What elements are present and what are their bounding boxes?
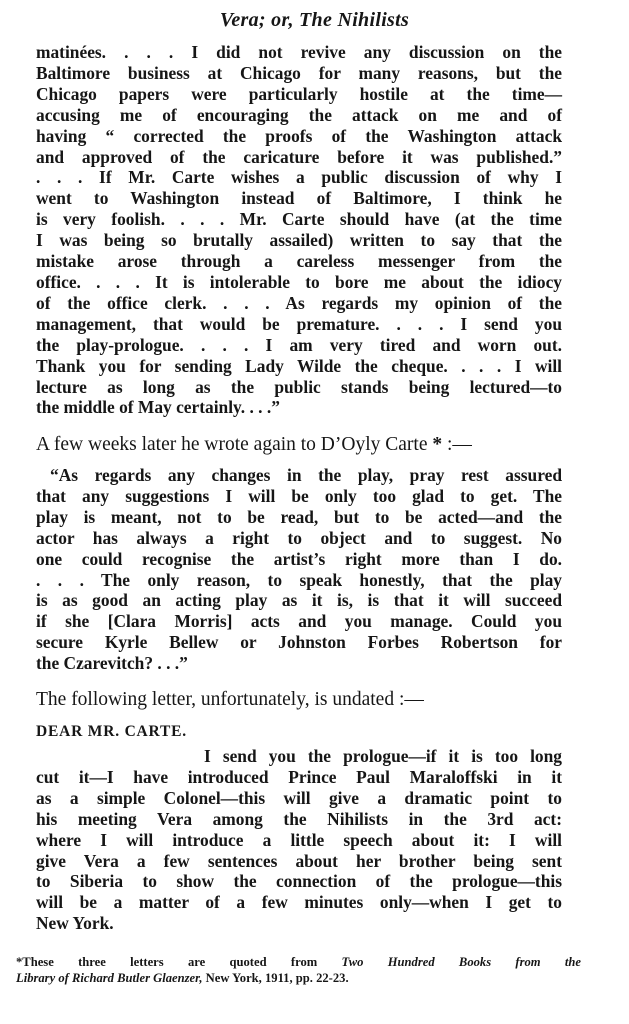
text-line: if she [Clara Morris] acts and you manage. Could you <box>36 611 562 632</box>
footnote-star: * <box>16 955 23 969</box>
text-line: is very foolish. . . . Mr. Carte should have (at the time <box>36 209 562 230</box>
text-line: Thank you for sending Lady Wilde the cheque. . . . I will <box>36 355 562 376</box>
text-line: I send you the prologue—if it is too long <box>204 746 562 766</box>
text-line: “As regards any changes in the play, pray rest assured <box>50 465 562 485</box>
text-line: . . . If Mr. Carte wishes a public discussion of why I <box>36 167 562 188</box>
intro-text: A few weeks later he wrote again to D’Oyly Carte <box>36 434 428 455</box>
letter-excerpt-2 <box>36 465 562 674</box>
text-line: cut it—I have introduced Prince Paul Maraloffski in it <box>36 766 562 787</box>
text-line: New York. <box>36 913 114 934</box>
footnote-marker: * <box>432 434 443 455</box>
text-line: accusing me of encouraging the attack on me and of <box>36 104 562 125</box>
text-line: Baltimore business at Chicago for many reasons, but the <box>36 62 562 83</box>
text-line: play is meant, not to be read, but to be acted—and the <box>36 506 562 527</box>
text-line: his meeting Vera among the Nihilists in the 3rd act: <box>36 808 562 829</box>
footnote-book-title-2: Library of Richard Butler Glaenzer, <box>16 971 203 985</box>
footnote-line-2 <box>16 970 581 986</box>
intro-paragraph-2: The following letter, unfortunately, is undated :— <box>36 689 424 710</box>
text-line: matinées. . . . I did not revive any discussion on the <box>36 42 562 62</box>
footnote-text-2: New York, 1911, pp. 22-23. <box>202 971 349 985</box>
text-line: . . . The only reason, to speak honestly, that the play <box>36 569 562 590</box>
text-line: lecture as long as the public stands being lectured—to <box>36 376 562 397</box>
letter-excerpt-1 <box>36 42 562 418</box>
text-line: is as good an acting play as it is, is that it will succeed <box>36 590 562 611</box>
text-line: and approved of the caricature before it was published.” <box>36 146 562 167</box>
footnote-line-1 <box>16 954 581 970</box>
footnote <box>16 954 581 986</box>
footnote-text-1: These three letters are quoted from <box>22 955 342 969</box>
text-line: mistake arose through a careless messenger from the <box>36 251 562 272</box>
letter-salutation: DEAR MR. CARTE. <box>36 723 187 740</box>
text-line: the middle of May certainly. . . .” <box>36 397 280 418</box>
text-line: the Czarevitch? . . .” <box>36 653 188 674</box>
text-line: will be a matter of a few minutes only—when I get to <box>36 892 562 913</box>
text-line: secure Kyrle Bellew or Johnston Forbes Robertson for <box>36 632 562 653</box>
text-line: give Vera a few sentences about her brother being sent <box>36 850 562 871</box>
text-line: actor has always a right to object and to suggest. No <box>36 527 562 548</box>
letter-body <box>36 746 562 934</box>
text-line: one could recognise the artist’s right more than I do. <box>36 548 562 569</box>
text-line: the play-prologue. . . . I am very tired and worn out. <box>36 334 562 355</box>
text-line: I was being so brutally assailed) written to say that the <box>36 230 562 251</box>
text-line: as a simple Colonel—this will give a dramatic point to <box>36 787 562 808</box>
intro-tail: :— <box>447 434 472 455</box>
text-line: office. . . . It is intolerable to bore me about the idiocy <box>36 271 562 292</box>
text-line: where I will introduce a little speech about it: I will <box>36 829 562 850</box>
running-header: Vera; or, The Nihilists <box>219 9 410 31</box>
text-line: Chicago papers were particularly hostile at the time— <box>36 83 562 104</box>
text-line: management, that would be premature. . . . I send you <box>36 313 562 334</box>
text-line: to Siberia to show the connection of the prologue—this <box>36 871 562 892</box>
text-line: that any suggestions I will be only too glad to get. The <box>36 485 562 506</box>
text-line: went to Washington instead of Baltimore, I think he <box>36 188 562 209</box>
footnote-book-title-1: Two Hundred Books from the <box>341 955 581 969</box>
text-line: of the office clerk. . . . As regards my opinion of the <box>36 292 562 313</box>
intro-paragraph-1 <box>36 434 596 456</box>
text-line: having “ corrected the proofs of the Washington attack <box>36 125 562 146</box>
